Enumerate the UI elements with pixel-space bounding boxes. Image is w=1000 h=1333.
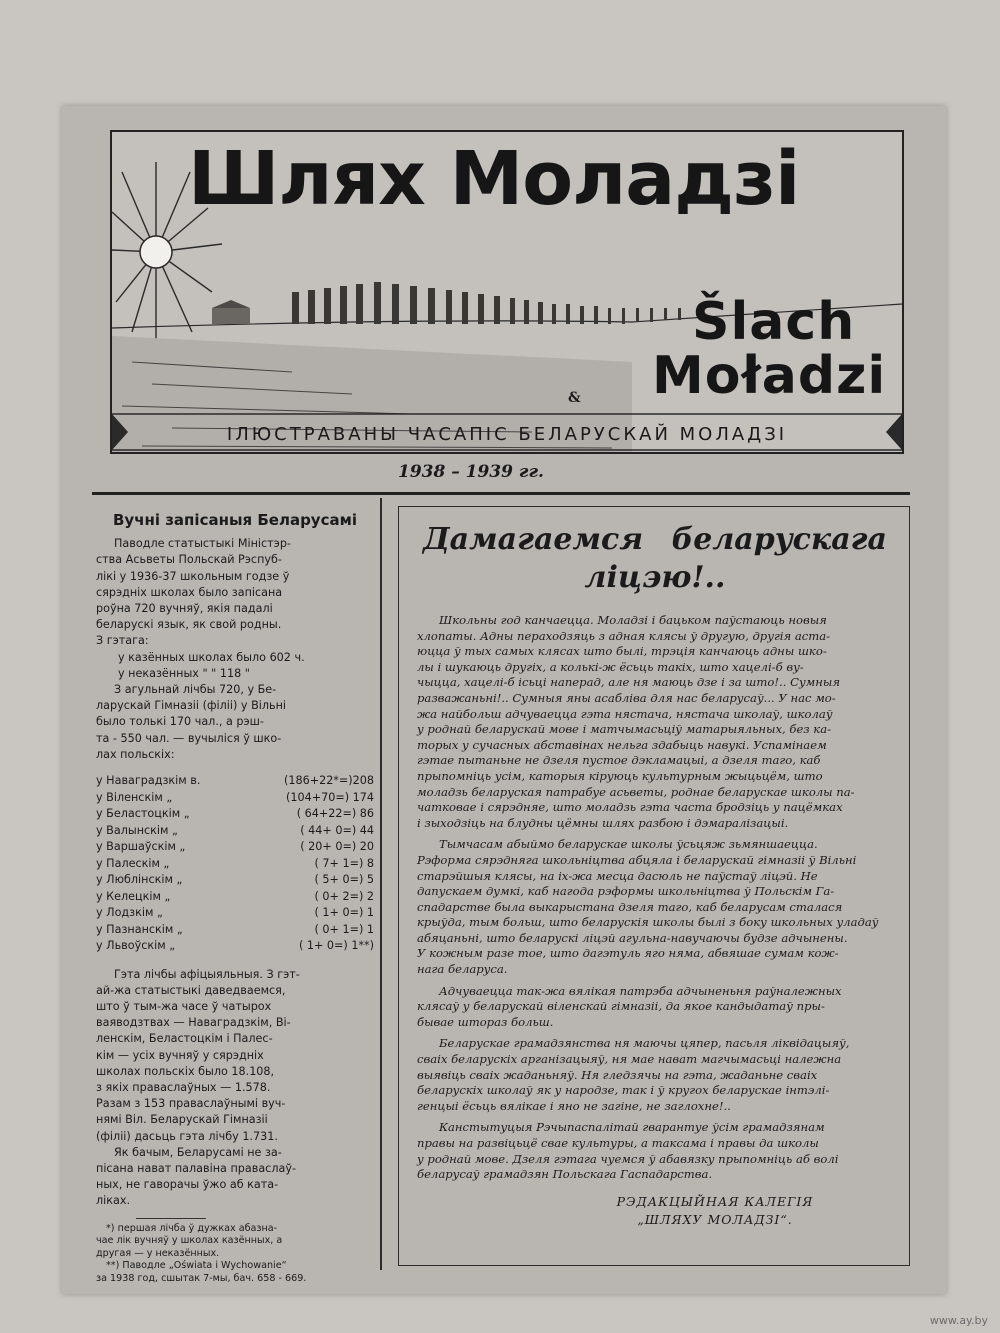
right-article-body [417, 613, 893, 1183]
text-line: лікі у 1936-37 школьным годзе ў [96, 569, 290, 583]
stat-value: ( 44+ 0=) 44 [300, 823, 374, 837]
masthead-title-latin-line2: Moładzi [652, 346, 887, 406]
headline-line-2: ліцэю!.. [584, 560, 726, 595]
text-line: у казённых школах было 602 ч. [118, 650, 305, 664]
stat-row [96, 889, 374, 906]
stat-value: ( 7+ 1=) 8 [314, 856, 374, 870]
text-line: Разам з 153 праваслаўнымі вуч- [96, 1097, 286, 1111]
left-article-intro [96, 536, 374, 649]
text-line: (філіі) дасьць гэта лічбу 1.731. [96, 1129, 278, 1143]
text-line: у роднай беларускай мове і матчымасьціў матарыяльных, без ка- [417, 722, 832, 737]
text-line: у роднай мове. Дзеля гэтага чуемся ў абавязку прыпомніць аб волі [417, 1151, 839, 1166]
footnote-line: за 1938 год, сшытак 7-мы, бач. 658 - 669. [96, 1272, 307, 1284]
stat-value: (186+22*=)208 [283, 774, 374, 788]
text-line: спадарстве была выкарыстана дзеля таго, каб беларусам сталася [417, 899, 843, 914]
watermark: www.ay.by [929, 1314, 988, 1327]
stat-row [96, 790, 374, 807]
text-line: Беларускае грамадзянства ня маючы цяпер, пасьля ліквідацыяў, [439, 1036, 850, 1051]
left-article-breakdown [96, 650, 374, 682]
text-line: та - 550 чал. — вучыліся ў шко- [96, 731, 282, 745]
left-article-paragraph-2 [96, 682, 374, 763]
text-line: сярэдніх школах было запісана [96, 585, 283, 599]
text-line: старэйшыя клясы, на іх-жа месца дасюль не паўстаў ліцэй. Не [417, 868, 818, 883]
article-paragraph [417, 984, 893, 1031]
right-article-headline [417, 521, 893, 597]
footnote-line: другая — у неказённых. [96, 1247, 220, 1259]
text-line: з якіх праваслаўных — 1.578. [96, 1080, 271, 1094]
stat-region: у Львоўскім „ [96, 939, 176, 953]
stat-region: у Люблінскім „ [96, 873, 183, 887]
article-paragraph [417, 837, 893, 977]
stat-value: ( 0+ 2=) 2 [314, 889, 374, 903]
text-line: Школьны год канчаецца. Моладзі і бацьком паўстаюць новыя [439, 613, 827, 627]
stat-region: у Пазнанскім „ [96, 922, 183, 936]
text-line: роўна 720 вучняў, якія падалі [96, 602, 273, 616]
school-stats-table [96, 773, 374, 955]
stat-region: у Палескім „ [96, 856, 170, 870]
footnote-line: *) першая лічба ў дужках абазна- [106, 1222, 278, 1234]
article-paragraph [417, 613, 893, 831]
stat-row [96, 839, 374, 856]
headline-line-1: Дамагаемся беларускага [423, 522, 887, 557]
stat-region: у Варшаўскім „ [96, 840, 186, 854]
text-line: бывае штораз больш. [417, 1014, 554, 1029]
text-line: чатковае і сярэдняе, што моладзь гэта часта бродзіць у пацёмках [417, 800, 843, 815]
newspaper-page [62, 106, 946, 1294]
masthead-title-latin-line1: Šlach [692, 292, 856, 352]
masthead-ampersand: & [568, 390, 581, 406]
text-line: клясаў у беларускай віленскай гімназіі, да якое кандыдатаў пры- [417, 999, 825, 1014]
text-line: у неказённых " " 118 " [118, 666, 250, 680]
left-article-title: Вучні запісаныя Беларусамі [112, 511, 358, 529]
text-line: моладзь беларуская патрабуе асьветы, роднае беларускае школы па- [417, 784, 855, 799]
text-line: беларускі язык, як свой родны. [96, 618, 282, 632]
stat-value: (104+70=) 174 [286, 790, 374, 804]
text-line: выявіць сваіх жаданьняў. Ня гледзячы на гэта, жаданьне сваіх [417, 1067, 818, 1082]
stat-value: ( 1+ 0=) 1**) [298, 939, 374, 953]
text-line: ваяводзтвах — Наваградзкім, Ві- [96, 1016, 291, 1030]
left-article-paragraph-3 [96, 967, 374, 1145]
text-line: Паводле статыстыкі Міністэр- [114, 537, 291, 551]
text-line: гэтае пытаньне не дзеля пустое дэкламацыі, а дзеля таго, каб [417, 753, 821, 768]
text-line: ных, не гаворачы ўжо аб ката- [96, 1178, 279, 1192]
text-line: ства Асьветы Польскай Рэспуб- [96, 553, 282, 567]
text-line: беларускіх школаў як у народзе, так і ў кругох беларускае інтэлі- [417, 1083, 830, 1098]
stat-region: у Лодзкім „ [96, 906, 163, 920]
text-line: жа найбольш адчуваецца гэта нястача, нястача школаў, школаў [417, 706, 833, 721]
text-line: было толькі 170 чал., а рэш- [96, 715, 264, 729]
text-line: кім — усіх вучняў у сярэдніх [96, 1048, 264, 1062]
footnote-rule [136, 1218, 206, 1219]
text-line: З гэтага: [96, 634, 149, 648]
footnotes [96, 1223, 374, 1286]
text-line: чыцца, хацелі-б ісьці наперад, але ня маюць дзе і за што!.. Сумныя [417, 675, 841, 690]
footnote-line: чае лік вучняў у школах казённых, а [96, 1235, 283, 1247]
text-line: лах польскіх: [96, 747, 175, 761]
stat-row [96, 823, 374, 840]
text-line: Канстытуцыя Рэчыпаспалітай гварантуе ўсім грамадзянам [439, 1120, 825, 1135]
stat-row [96, 806, 374, 823]
text-line: торых у сучасных абставінах нельга здабыць навукі. Успамінаем [417, 737, 827, 752]
text-line: хлопаты. Адны пераходзяць з адная клясы ў другую, другія аста- [417, 628, 831, 643]
article-paragraph [417, 1036, 893, 1114]
text-line: і зыходзіць на блудны цёмны шлях разбою і дэмаралізацыі. [417, 815, 789, 830]
text-line: разважаньні!.. Сумныя яны асабліва для нас беларусаў... У нас мо- [417, 690, 836, 705]
stat-row [96, 872, 374, 889]
left-article-paragraph-4 [96, 1145, 374, 1210]
text-line: Як бачым, Беларусамі не за- [114, 1145, 282, 1159]
text-line: правы на развіцьцё свае культуры, а таксама і правы да школы [417, 1136, 819, 1150]
text-line: Адчуваецца так-жа вялікая патрэба адчыненьня раўналежных [439, 983, 842, 998]
stat-region: у Наваградзкім в. [96, 774, 201, 788]
text-line: крыўда, тым больш, што беларускія школы былі з боку школьных уладаў [417, 915, 879, 930]
stat-region: у Беластоцкім „ [96, 807, 190, 821]
left-article [96, 506, 374, 1284]
text-line: юцца ў тых самых клясах што былі, трэція канчаюць адны шко- [417, 644, 827, 659]
masthead [110, 130, 904, 454]
text-line: нямі Віл. Беларускай Гімназіі [96, 1113, 268, 1127]
editorial-signature [417, 1193, 893, 1229]
text-line: сваіх беларускіх арганізацыяў, ня мае нават магчымасьці належна [417, 1052, 842, 1067]
text-line: прыпомніць усім, каторыя кіруюць культурным жыцьцём, што [417, 768, 823, 783]
stat-row [96, 938, 374, 955]
stat-region: у Келецкім „ [96, 889, 171, 903]
masthead-title-cyrillic: Шлях Моладзі [188, 136, 800, 222]
marching-youth-figures [292, 282, 681, 324]
signature-line-1: РЭДАКЦЫЙНАЯ КАЛЕГІЯ [616, 1193, 814, 1209]
issue-years: 1938 – 1939 гг. [398, 462, 544, 482]
stat-value: ( 1+ 0=) 1 [314, 906, 374, 920]
stat-value: ( 20+ 0=) 20 [300, 840, 374, 854]
text-line: ларускай Гімназіі (філіі) у Вільні [96, 699, 287, 713]
signature-line-2: „ШЛЯХУ МОЛАДЗІ“. [637, 1211, 793, 1227]
text-line: Тымчасам абыймо беларускае школы ўсьцяж зьмяншаецца. [439, 837, 818, 852]
text-line: ліках. [96, 1194, 131, 1208]
text-line: беларусаў грамадзян Польскага Гаспадарства. [417, 1167, 713, 1182]
text-line: ай-жа статыстыкі даведваемся, [96, 983, 286, 997]
text-line: пісана нават палавіна праваслаў- [96, 1161, 296, 1175]
text-line: што ў тым-жа часе ў чатырох [96, 999, 272, 1013]
right-article [398, 506, 910, 1266]
text-line: У кожным разе тое, што дагэтуль яго няма, абвяшае сумам кож- [417, 946, 839, 961]
stat-region: у Віленскім „ [96, 790, 173, 804]
column-divider [380, 498, 382, 1270]
text-line: лы і шукаюць другіх, а колькі-ж ёсьць такіх, што хацелі-б ву- [417, 659, 804, 674]
text-line: генцыі ёсьць вялікае і яно не загіне, не заглохне!.. [417, 1098, 731, 1113]
text-line: дапускаем думкі, каб нагода рэформы школьніцтва ў Польскім Га- [417, 884, 835, 899]
text-line: Гэта лічбы афіцыяльныя. З гэт- [114, 967, 300, 981]
masthead-subtitle: ІЛЮСТРАВАНЫ ЧАСАПІС БЕЛАРУСКАЙ МОЛАДЗІ [226, 424, 788, 445]
stat-value: ( 5+ 0=) 5 [314, 873, 374, 887]
stat-row [96, 905, 374, 922]
article-paragraph [417, 1120, 893, 1182]
stat-value: ( 0+ 1=) 1 [314, 922, 374, 936]
text-line: З агульнай лічбы 720, у Бе- [114, 683, 277, 697]
text-line: школах польскіх было 18.108, [96, 1064, 275, 1078]
stat-row [96, 773, 374, 790]
text-line: нага беларуса. [417, 962, 508, 977]
footnote-line: **) Паводле „Oświata i Wychowanie“ [106, 1260, 287, 1272]
text-line: абяцаньні, што беларускі ліцэй агульна-навучаючы будзе адчынены. [417, 930, 848, 945]
stat-region: у Валынскім „ [96, 823, 178, 837]
stat-row [96, 856, 374, 873]
stat-row [96, 922, 374, 939]
stat-value: ( 64+22=) 86 [296, 807, 374, 821]
text-line: ленскім, Беластоцкім і Палес- [96, 1032, 273, 1046]
header-rule [92, 492, 910, 495]
text-line: Рэформа сярэдняга школьніцтва абцяла і беларускай гімназіі ў Вільні [417, 852, 857, 867]
